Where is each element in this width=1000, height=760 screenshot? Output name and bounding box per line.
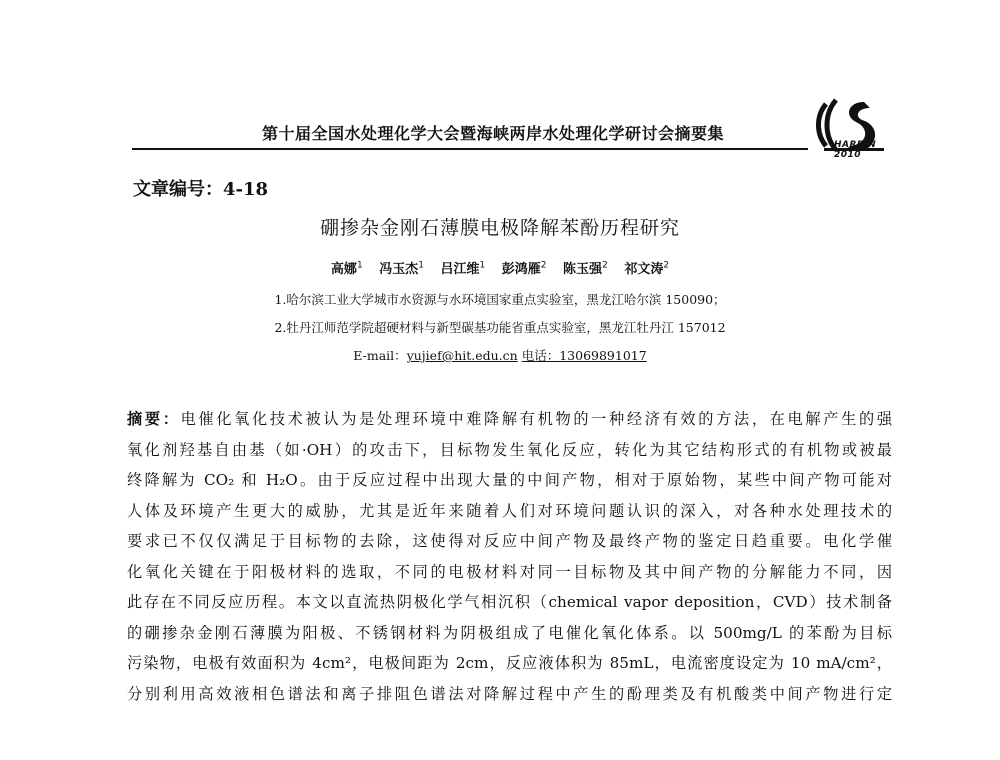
article-number [133,175,268,201]
author-name: 祁文涛 [624,262,664,277]
abstract-line: 此存在不同反应历程。本文以直流热阴极化学气相沉积（chemical vapor deposition，CVD）技术制备 [127,593,892,611]
author-name: 彭鸿雁 [501,262,541,277]
email-link[interactable]: yujief@hit.edu.cn [406,348,518,363]
author-affiliation-mark: 2 [663,260,670,271]
author-affiliation-mark: 1 [418,260,424,271]
abstract-line: 要求已不仅仅满足于目标物的去除，这使得对反应中间产物及最终产物的鉴定日趋重要。电化学催 [127,532,892,550]
author-affiliation-mark: 2 [540,260,547,271]
author-affiliation-mark: 1 [479,260,486,271]
header-rule [132,148,808,150]
author-name: 高娜 [330,262,357,277]
abstract-line: 污染物，电极有效面积为 4cm²，电极间距为 2cm，反应液体积为 85mL，电流密度设定为 10 mA/cm²， [127,654,892,672]
abstract-label: 摘要： [127,410,181,428]
author-affiliation-mark: 2 [602,260,608,271]
author-name: 吕江维 [440,262,480,277]
abstract-line: 的硼掺杂金刚石薄膜为阳极、不锈钢材料为阴极组成了电催化氧化体系。以 500mg/L 的苯酚为目标 [127,623,892,642]
affiliation-1: 1.哈尔滨工业大学城市水资源与水环境国家重点实验室，黑龙江哈尔滨 150090； [274,292,726,307]
abstract-line: 终降解为 CO₂ 和 H₂O。由于反应过程中出现大量的中间产物，相对于原始物，某些中间产物可能对 [127,471,892,489]
phone-number: 13069891017 [559,348,647,363]
phone-label: 电话： [521,348,560,363]
abstract-line: 分别利用高效液相色谱法和离子排阻色谱法对降解过程中产生的酚理类及有机酸类中间产物进行定 [127,684,892,703]
author-list [0,258,1000,277]
author [379,262,424,277]
article-number-value: 4-18 [223,179,269,200]
proceedings-title: 第十届全国水处理化学大会暨海峡两岸水处理化学研讨会摘要集 [262,124,725,143]
author [502,262,547,277]
author [440,262,485,277]
abstract [127,404,892,709]
affiliation-2: 2.牡丹江师范学院超硬材料与新型碳基功能省重点实验室，黑龙江牡丹江 157012 [274,320,726,335]
paper-title: 硼掺杂金刚石薄膜电极降解苯酚历程研究 [319,217,680,239]
conference-logo [812,94,892,158]
author-affiliation-mark: 1 [356,260,363,271]
author [331,262,363,277]
abstract-line: 化氧化关键在于阳极材料的选取，不同的电极材料对同一目标物及其中间产物的分解能力不同，因 [127,562,892,581]
abstract-line: 摘要：电催化氧化技术被认为是处理环境中难降解有机物的一种经济有效的方法，在电解产生的强 [127,410,893,428]
contact-line [0,346,1000,364]
email-label: E-mail： [353,348,407,363]
logo-text: HARBIN 2010 [834,140,877,160]
author [563,262,608,277]
author [624,262,669,277]
abstract-line: 人体及环境产生更大的威胁，尤其是近年来随着人们对环境问题认识的深入，对各种水处理技术的 [127,501,892,520]
abstract-line: 氧化剂羟基自由基（如·OH）的攻击下，目标物发生氧化反应，转化为其它结构形式的有机物或被最 [127,440,892,459]
author-name: 陈玉强 [563,262,603,277]
author-name: 冯玉杰 [379,262,419,277]
article-number-label: 文章编号： [133,179,223,200]
